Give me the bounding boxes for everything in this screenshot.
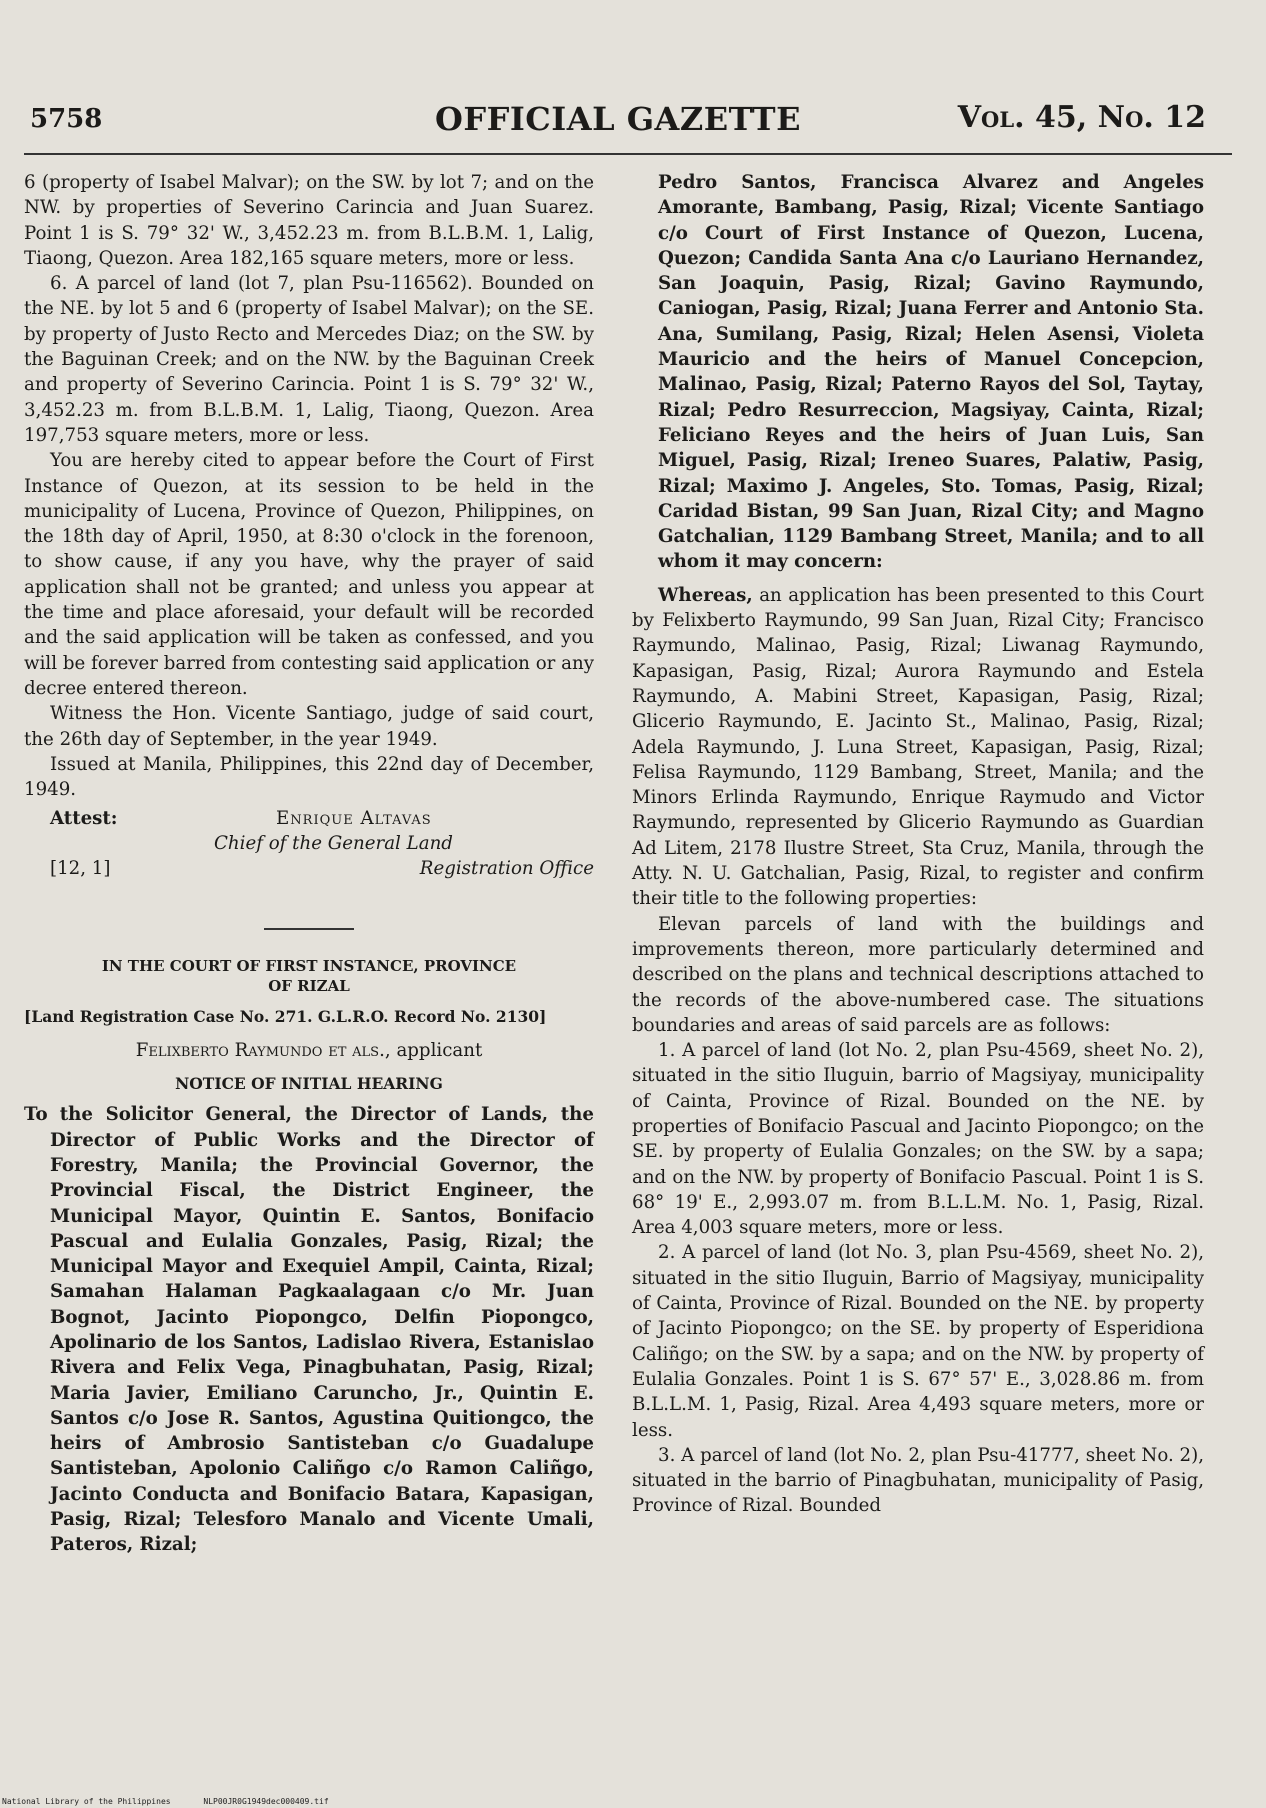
scan-footer [2,1797,357,1806]
court-heading [24,956,594,996]
left-column [24,170,594,1558]
court-heading-line1: IN THE COURT OF FIRST INSTANCE, PROVINCE [101,957,517,976]
scan-filename: NLP00JR0G1949dec000409.tif [203,1797,329,1806]
paragraph-witness: Witness the Hon. Vicente Santiago, judge of said court, the 26th day of September, in the year 1949. [24,703,594,750]
attest-signatory: Enrique Altavas [276,808,432,830]
whereas-lead: Whereas, [658,584,753,606]
paragraph-parcel-2: 2. A parcel of land (lot No. 3, plan Psu-4569, sheet No. 2), situated in the sitio Iluguin, Barrio of Magsiyay, municipality of Cainta, Province of Rizal. Bounded on the NE. by property of Jacinto Piopongco; on the SE. by property of Esperidiona Caliñgo; on the SW. by a sapa; and on the NW. by property of Eulalia Gonzales. Point 1 is S. 67° 57' E., 3,028.86 m. from B.L.L.M. 1, Pasig, Rizal. Area 4,493 square meters, more or less. [632,1242,1204,1441]
applicant-name: Felixberto Raymundo et als. [135,1039,385,1061]
applicant-line [24,1038,594,1063]
paragraph-citation: You are hereby cited to appear before the Court of First Instance of Quezon, at its session to be held in the municipality of Lucena, Province of Quezon, Philippines, on the 18th day of April, 1950, at 8:30 o'clock in the forenoon, to show cause, if any you have, why the prayer of said application shall not be granted; and unless you appear at the time and place aforesaid, your default will be recorded and the said application will be taken as confessed, and you will be forever barred from contesting said application or any decree entered thereon. [24,450,594,699]
paragraph-parcel-3: 3. A parcel of land (lot No. 2, plan Psu-41777, sheet No. 2), situated in the barrio of Pinagbuhatan, municipality of Pasig, Province of Rizal. Bounded [632,1444,1204,1517]
header-rule [24,153,1232,155]
attest-block [24,806,594,906]
notice-title: NOTICE OF INITIAL HEARING [175,1074,443,1094]
publication-title: OFFICIAL GAZETTE [435,100,801,138]
case-number-line: [Land Registration Case No. 271. G.L.R.O. Record No. 2130] [24,1007,547,1027]
whereas-text: an application has been presented to this Court by Felixberto Raymundo, 99 San Juan, Rizal City; Francisco Raymundo, Malinao, Pasig, Rizal; Liwanag Raymundo, Kapasigan, Pasig, Rizal; Aurora Raymundo and Estela Raymundo, A. Mabini Street, Kapasigan, Pasig, Rizal; Glicerio Raymundo, E. Jacinto St., Malinao, Pasig, Rizal; Adela Raymundo, J. Luna Street, Kapasigan, Pasig, Rizal; Felisa Raymundo, 1129 Bambang, Street, Manila; and the Minors Erlinda Raymundo, Enrique Raymudo and Victor Raymundo, represented by Glicerio Raymundo as Guardian Ad Litem, 2178 Ilustre Street, Sta Cruz, Manila, through the Atty. N. U. Gatchalian, Pasig, Rizal, to register and confirm their title to the following properties: [632,584,1204,910]
section-divider [264,928,354,930]
publication-reference: [12, 1] [50,858,111,880]
attest-title-line1: Chief of the General Land [214,833,453,855]
attest-label: Attest: [50,808,118,830]
paragraph-lot7: 6. A parcel of land (lot 7, plan Psu-116562). Bounded on the NE. by lot 5 and 6 (property of Isabel Malvar); on the SE. by property of Justo Recto and Mercedes Diaz; on the SW. by the Baguinan Creek; and on the NW. by the Baguinan Creek and property of Severino Carincia. Point 1 is S. 79° 32' W., 3,452.23 m. from B.L.B.M. 1, Lalig, Tiaong, Quezon. Area 197,753 square meters, more or less. [24,273,594,446]
paragraph-issued: Issued at Manila, Philippines, this 22nd day of December, 1949. [24,753,594,801]
page-header [30,100,1206,140]
applicant-suffix: , applicant [384,1039,483,1061]
page-number: 5758 [30,104,103,134]
paragraph-whereas [632,583,1204,912]
addressee-list [24,1102,594,1557]
right-column [632,170,1204,1519]
paragraph-lot6-continued: 6 (property of Isabel Malvar); on the SW. by lot 7; and on the NW. by properties of Severino Carincia and Juan Suarez. Point 1 is S. 79° 32' W., 3,452.23 m. from B.L.B.M. 1, Lalig, Tiaong, Quezon. Area 182,165 square meters, more or less. [24,172,594,269]
attest-title-line2: Registration Office [419,858,594,880]
volume-number: Vol. 45, No. 12 [957,100,1206,135]
library-credit: National Library of the Philippines [2,1797,171,1806]
addressee-text: the Solicitor General, the Director of Lands, the Director of Public Works and the Director of Forestry, Manila; the Provincial Governor, the Provincial Fiscal, the District Engineer, the Municipal Mayor, Quintin E. Santos, Bonifacio Pascual and Eulalia Gonzales, Pasig, Rizal; the Municipal Mayor and Exequiel Ampil, Cainta, Rizal; Samahan Halaman Pagkaalagaan c/o Mr. Juan Bognot, Jacinto Piopongco, Delfin Piopongco, Apolinario de los Santos, Ladislao Rivera, Estanislao Rivera and Felix Vega, Pinagbuhatan, Pasig, Rizal; Maria Javier, Emiliano Caruncho, Jr., Quintin E. Santos c/o Jose R. Santos, Agustina Quitiongco, the heirs of Ambrosio Santisteban c/o Guadalupe Santisteban, Apolonio Caliñgo c/o Ramon Caliñgo, Jacinto Conducta and Bonifacio Batara, Kapasigan, Pasig, Rizal; Telesforo Manalo and Vicente Umali, Pateros, Rizal; [50,1104,594,1556]
paragraph-parcels-intro: Elevan parcels of land with the buildings and improvements thereon, more particularly determined and described on the plans and technical descriptions attached to the records of the above-numbered case. The situations boundaries and areas of said parcels are as follows: [632,913,1204,1036]
to-label: To [24,1104,48,1126]
paragraph-parcel-1: 1. A parcel of land (lot No. 2, plan Psu-4569, sheet No. 2), situated in the sitio Iluguin, barrio of Magsiyay, municipality of Cainta, Province of Rizal. Bounded on the NE. by properties of Bonifacio Pascual and Jacinto Piopongco; on the SE. by property of Eulalia Gonzales; on the SW. by a sapa; and on the NW. by property of Bonifacio Pascual. Point 1 is S. 68° 19' E., 2,993.07 m. from B.L.L.M. No. 1, Pasig, Rizal. Area 4,003 square meters, more or less. [632,1040,1204,1239]
court-heading-line2: OF RIZAL [268,977,350,996]
addressee-list-continued: Pedro Santos, Francisca Alvarez and Angeles Amorante, Bambang, Pasig, Rizal; Vicente Santiago c/o Court of First Instance of Quezon, Lucena, Quezon; Candida Santa Ana c/o Lauriano Hernandez, San Joaquin, Pasig, Rizal; Gavino Raymundo, Caniogan, Pasig, Rizal; Juana Ferrer and Antonio Sta. Ana, Sumilang, Pasig, Rizal; Helen Asensi, Violeta Mauricio and the heirs of Manuel Concepcion, Malinao, Pasig, Rizal; Paterno Rayos del Sol, Taytay, Rizal; Pedro Resurreccion, Magsiyay, Cainta, Rizal; Feliciano Reyes and the heirs of Juan Luis, San Miguel, Pasig, Rizal; Ireneo Suares, Palatiw, Pasig, Rizal; Maximo J. Angeles, Sto. Tomas, Pasig, Rizal; Caridad Bistan, 99 San Juan, Rizal City; and Magno Gatchalian, 1129 Bambang Street, Manila; and to all whom it may concern: [658,172,1204,573]
